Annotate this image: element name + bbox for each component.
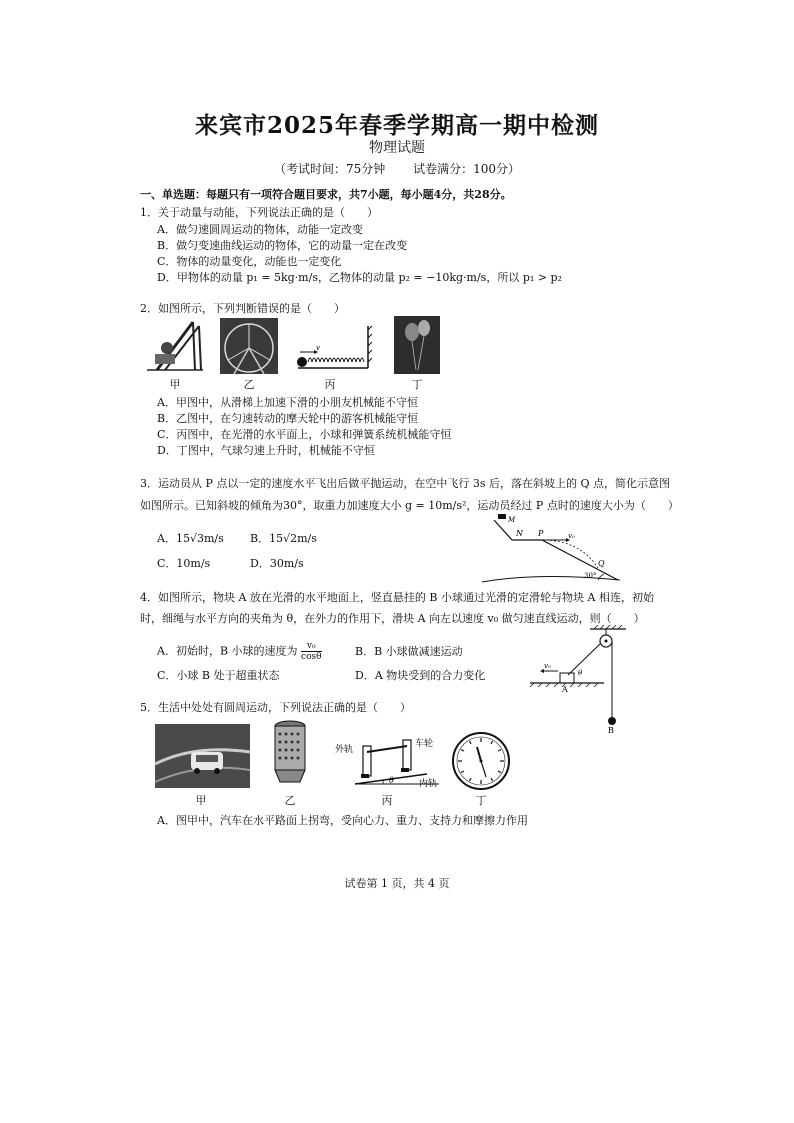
q5-label-wheel: 车轮 — [415, 739, 434, 749]
q2-caption-bing: 丙 — [324, 378, 336, 391]
q2-caption-jia: 甲 — [169, 378, 181, 391]
q4-option-a — [157, 641, 322, 662]
page-footer: 试卷第 1 页，共 4 页 — [344, 877, 450, 890]
q3-label-q: Q — [598, 559, 605, 568]
q5-drum-figure — [270, 720, 310, 788]
q5-clock-figure — [450, 731, 512, 791]
q2-ferris-wheel-figure — [220, 318, 278, 374]
q4-stem-line1: 4．如图所示，物块 A 放在光滑的水平地面上，竖直悬挂的 B 小球通过光滑的定滑轮与物块 A 相连，初始 — [140, 591, 654, 604]
section-heading: 一、单选题：每题只有一项符合题目要求，共7小题，每小题4分，共28分。 — [140, 188, 512, 201]
exam-score: 试卷满分：100分） — [413, 162, 520, 176]
q1-stem: 1．关于动量与动能，下列说法正确的是（ ） — [140, 206, 378, 219]
q3-stem-line2: 如图所示。已知斜坡的倾角为30°，取重力加速度大小 g = 10m/s²，运动员经过 P 点时的速度大小为（ ） — [140, 499, 679, 512]
q5-stem: 5．生活中处处有圆周运动，下列说法正确的是（ ） — [140, 701, 411, 714]
q3-option-b: B．15√2m/s — [250, 532, 317, 545]
exam-title: 来宾市2025年春季学期高一期中检测 — [194, 112, 599, 139]
q1-option-b: B．做匀变速曲线运动的物体，它的动量一定在改变 — [157, 239, 408, 252]
q4-option-c: C．小球 B 处于超重状态 — [157, 669, 280, 682]
svg-text:v: v — [316, 344, 320, 352]
exam-info — [0, 160, 794, 177]
q4-fraction-den: cosθ — [301, 652, 322, 662]
q4-label-v0: v₀ — [544, 662, 551, 670]
q4-label-theta: θ — [578, 669, 583, 677]
q5-caption-yi: 乙 — [284, 794, 296, 807]
q2-option-d: D．丁图中，气球匀速上升时，机械能不守恒 — [157, 444, 375, 457]
q3-label-n: N — [516, 529, 523, 538]
q2-option-b: B．乙图中，在匀速转动的摩天轮中的游客机械能守恒 — [157, 412, 419, 425]
q4-label-b: B — [608, 726, 614, 735]
exam-time: （考试时间：75分钟 — [273, 162, 386, 176]
q2-spring-figure — [296, 322, 374, 374]
q3-stem-line1: 3．运动员从 P 点以一定的速度水平飞出后做平抛运动，在空中飞行 3s 后，落在斜坡上的 Q 点，简化示意图 — [140, 477, 671, 490]
q1-option-a: A．做匀速圆周运动的物体，动能一定改变 — [157, 223, 363, 236]
q4-option-b: B．B 小球做减速运动 — [355, 645, 463, 658]
q3-label-v0: v₀ — [568, 532, 575, 540]
q1-option-c: C．物体的动量变化，动能也一定变化 — [157, 255, 342, 268]
q3-option-c: C．10m/s — [157, 557, 211, 570]
q2-balloon-figure — [394, 316, 440, 374]
q3-label-m: M — [508, 516, 516, 524]
q2-caption-yi: 乙 — [243, 378, 255, 391]
q4-option-a-fraction — [301, 641, 322, 662]
q2-option-c: C．丙图中，在光滑的水平面上，小球和弹簧系统机械能守恒 — [157, 428, 452, 441]
q5-rail-figure — [335, 730, 443, 788]
exam-subtitle: 物理试题 — [369, 140, 425, 156]
q5-caption-jia: 甲 — [195, 794, 207, 807]
q4-label-a: A — [562, 685, 568, 694]
q5-label-inner-rail: 内轨 — [419, 779, 438, 788]
q5-car-figure — [155, 724, 250, 788]
q3-slope-figure — [480, 510, 625, 585]
q2-caption-ding: 丁 — [411, 378, 423, 391]
q4-fraction-num: v₀ — [301, 641, 322, 652]
q3-option-d: D．30m/s — [250, 557, 304, 570]
q5-caption-bing: 丙 — [381, 794, 393, 807]
q1-option-d: D．甲物体的动量 p₁ = 5kg·m/s，乙物体的动量 p₂ = −10kg·m/s，所以 p₁ > p₂ — [157, 271, 562, 284]
q4-stem-line2: 时，细绳与水平方向的夹角为 θ，在外力的作用下，滑块 A 向左以速度 v₀ 做匀速直线运动，则（ ） — [140, 612, 645, 625]
q2-stem: 2．如图所示，下列判断错误的是（ ） — [140, 302, 345, 315]
q5-caption-ding: 丁 — [475, 794, 487, 807]
q4-option-a-text: A．初始时，B 小球的速度为 — [157, 644, 298, 658]
q3-label-angle: 30° — [584, 572, 597, 580]
q2-option-a: A．甲图中，从滑梯上加速下滑的小朋友机械能不守恒 — [157, 396, 418, 409]
q5-label-theta: θ — [389, 776, 394, 785]
q2-slide-figure — [145, 318, 205, 374]
q5-option-a: A．图甲中，汽车在水平路面上拐弯，受向心力、重力、支持力和摩擦力作用 — [157, 814, 528, 827]
q3-label-p: P — [538, 529, 544, 538]
q3-option-a: A．15√3m/s — [157, 532, 224, 545]
q5-label-outer-rail: 外轨 — [335, 745, 354, 755]
q4-pulley-figure — [528, 625, 628, 735]
q4-option-d: D．A 物块受到的合力变化 — [355, 669, 486, 682]
